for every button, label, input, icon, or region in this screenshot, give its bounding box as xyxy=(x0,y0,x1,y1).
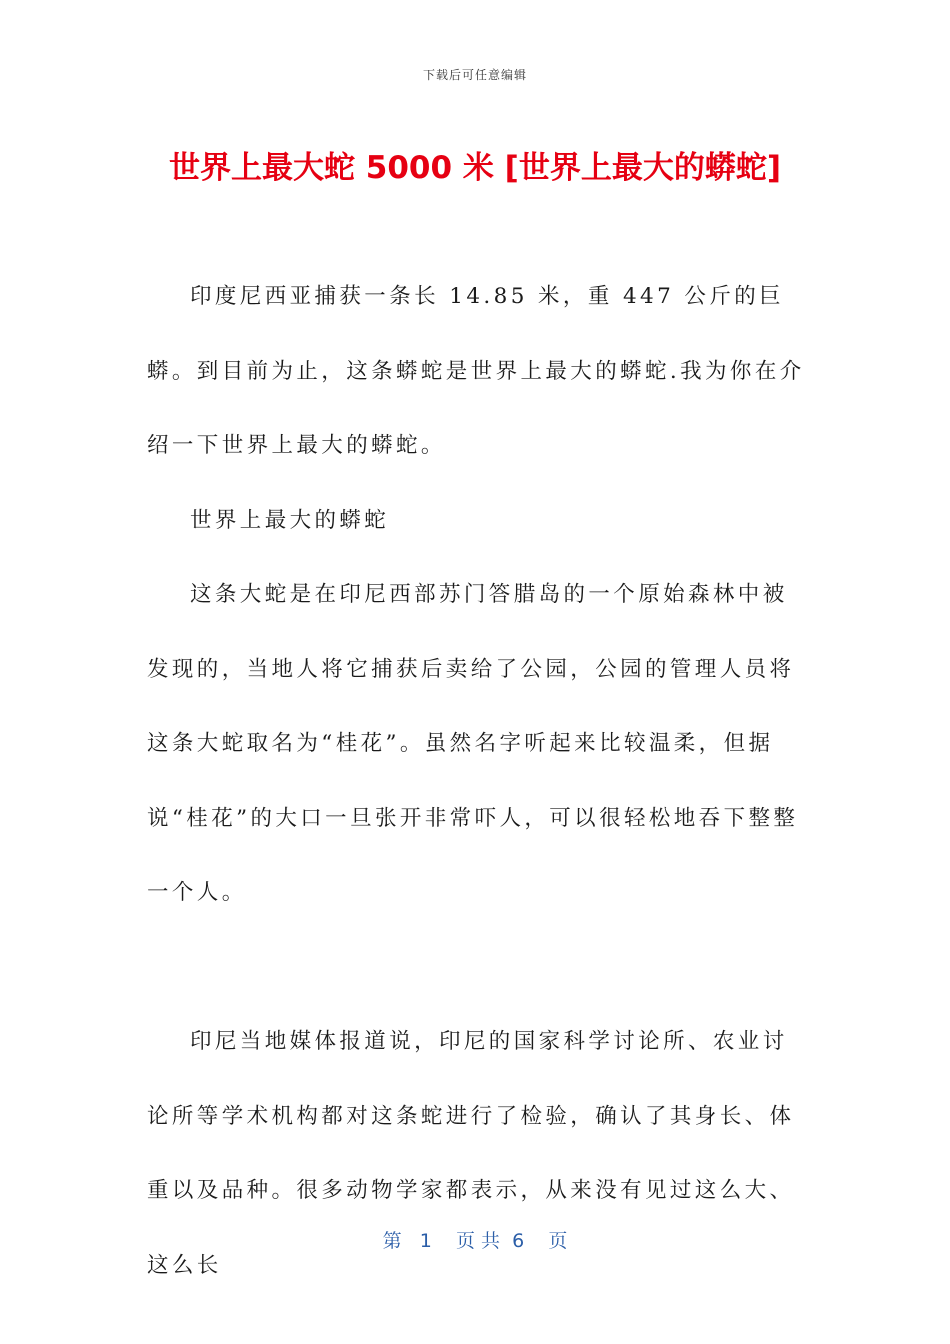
paragraph-discovery: 这条大蛇是在印尼西部苏门答腊岛的一个原始森林中被发现的，当地人将它捕获后卖给了公园，公园的管理人员将这条大蛇取名为“桂花”。虽然名字听起来比较温柔，但据说“桂花”的大口一旦张开非常吓人，可以很轻松地吞下整整一个人。 xyxy=(147,582,799,905)
header-note: 下载后可任意编辑 xyxy=(422,68,527,82)
document-title: 世界上最大蛇 5000 米 [世界上最大的蟒蛇] xyxy=(169,150,781,186)
paragraph-verification: 印尼当地媒体报道说，印尼的国家科学讨论所、农业讨论所等学术机构都对这条蛇进行了检验，确认了其身长、体重以及品种。很多动物学家都表示，从来没有见过这么大、这么长 xyxy=(147,1029,795,1278)
paragraph-spacer xyxy=(147,931,807,1006)
document-body xyxy=(147,260,807,1303)
paragraph-intro: 印度尼西亚捕获一条长 14.85 米，重 447 公斤的巨蟒。到目前为止，这条蟒蛇是世界上最大的蟒蛇.我为你在介绍一下世界上最大的蟒蛇。 xyxy=(147,284,805,458)
page-number: 第 1 页 共 6 页 xyxy=(382,1230,568,1252)
section-heading: 世界上最大的蟒蛇 xyxy=(190,507,390,533)
